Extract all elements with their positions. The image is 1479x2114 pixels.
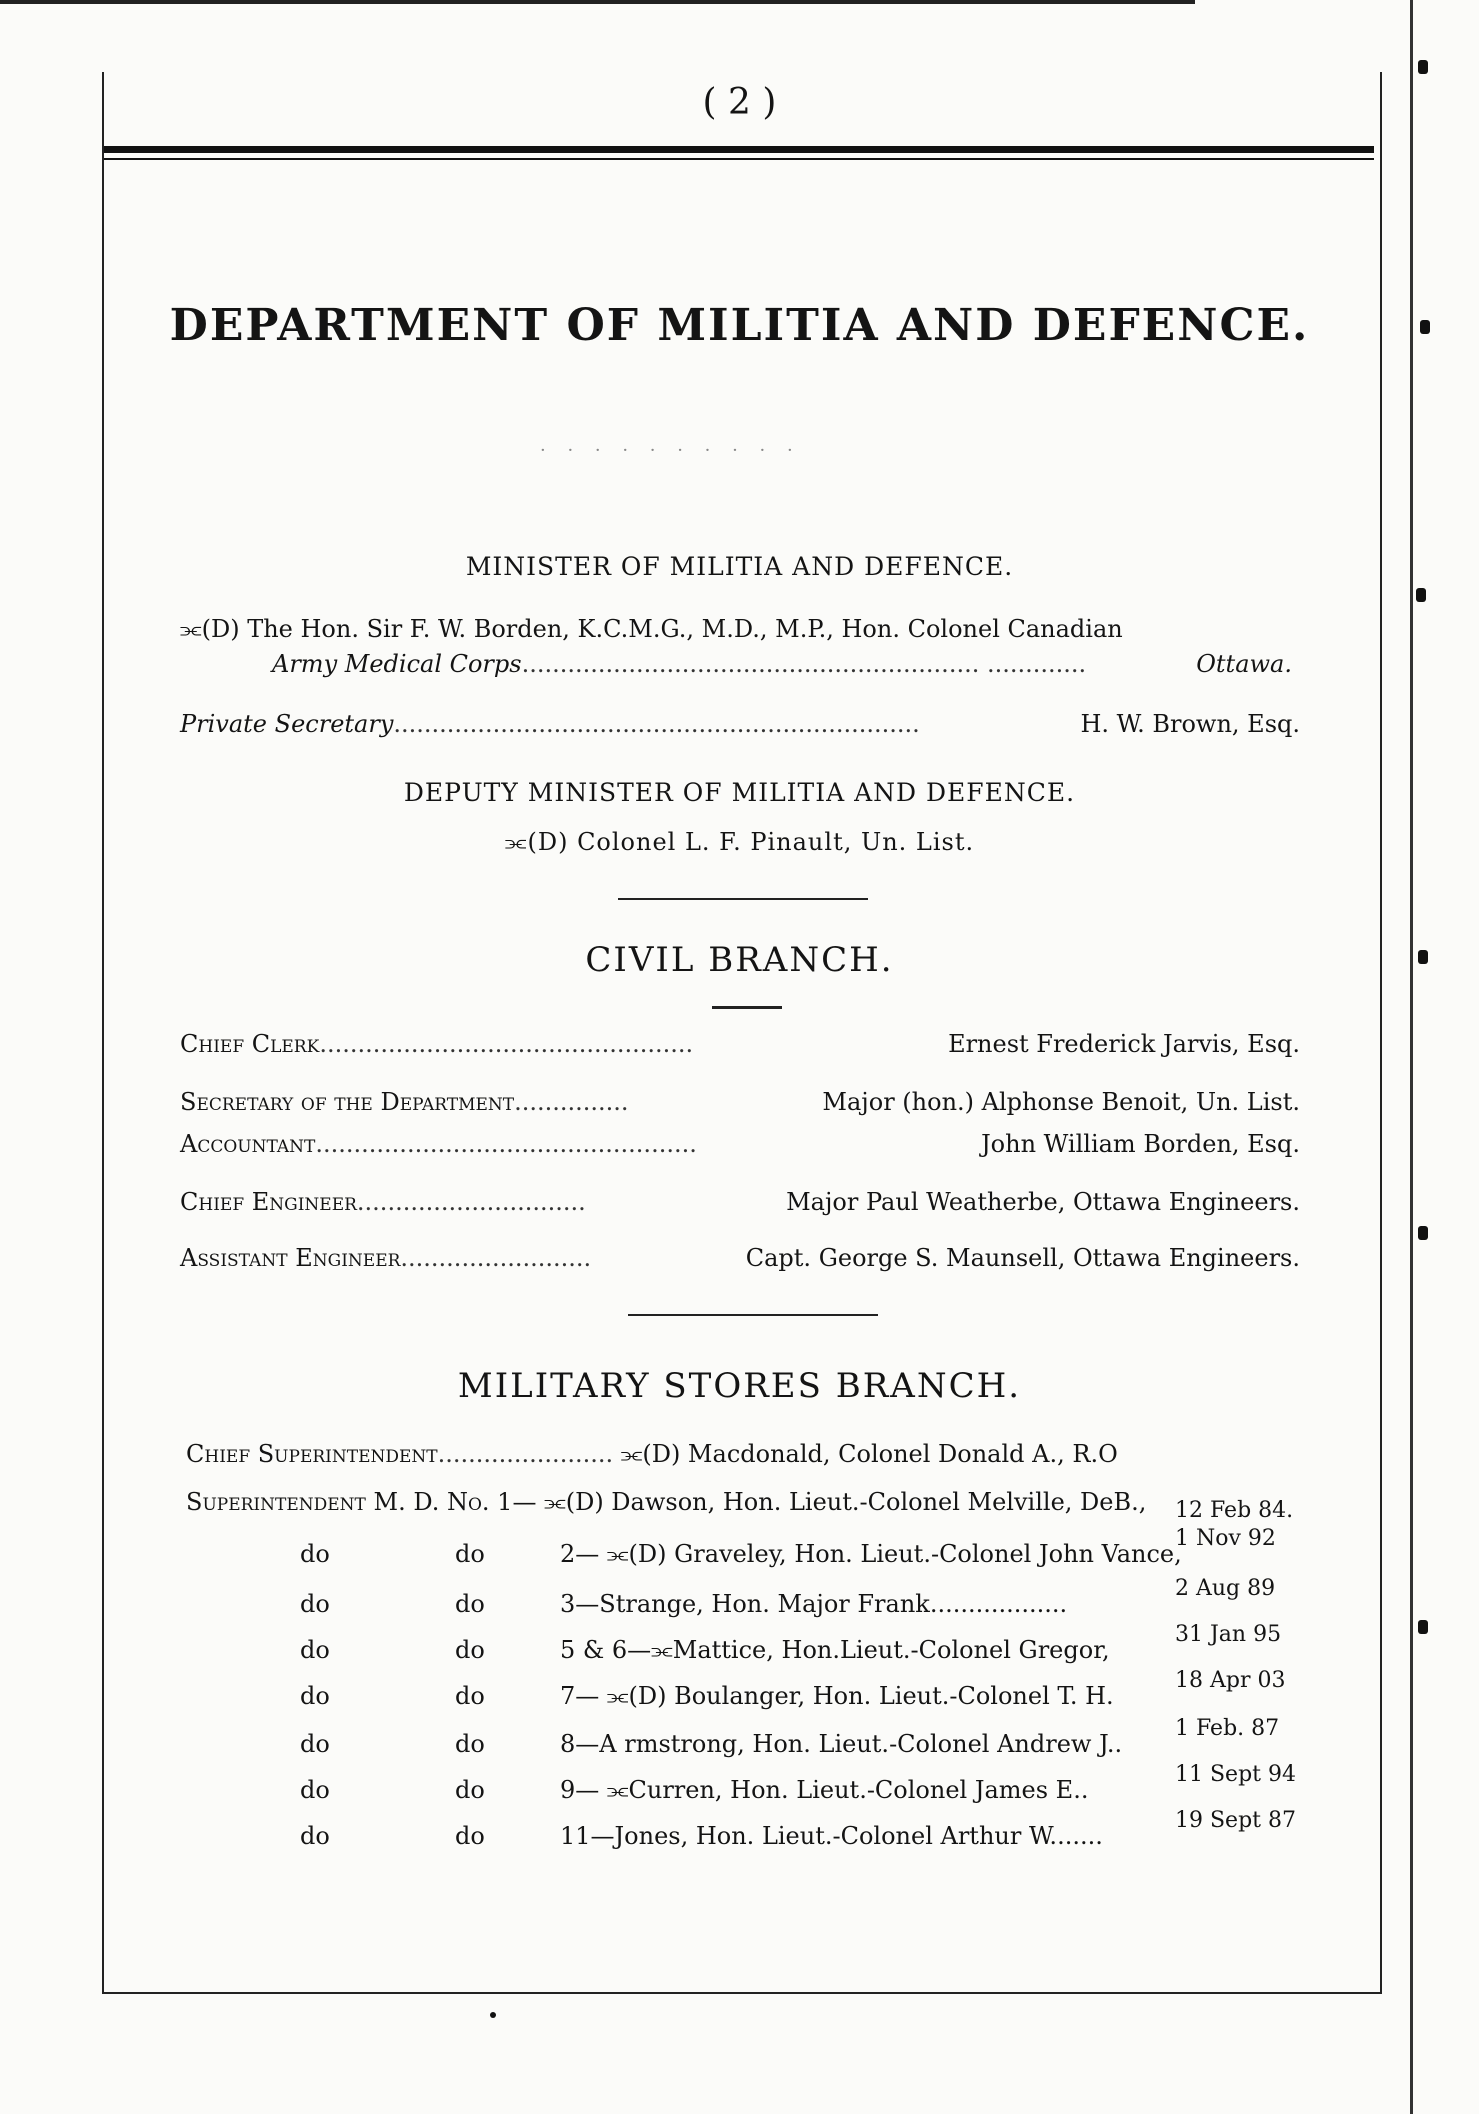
margin-mark [1416,588,1426,602]
minister-line-2: Army Medical Corps............................................................ ............. Ottawa. [272,650,1292,678]
faint-dots: · · · · · · · · · · [540,440,801,461]
page-number: ( 2 ) [702,82,777,123]
secretary-name: H. W. Brown, Esq. [1080,710,1300,738]
page-top-edge [0,0,1195,4]
stores-row-do-1: do [300,1540,330,1568]
stores-row-name: 7— ⫘(D) Boulanger, Hon. Lieut.-Colonel T. H. [560,1682,1114,1710]
civil-value: Capt. George S. Maunsell, Ottawa Engineers. [745,1244,1300,1272]
header-rule [104,146,1374,153]
margin-mark [1418,60,1428,74]
stores-row-date: 19 Sept 87 [1175,1808,1296,1833]
civil-value: John William Borden, Esq. [981,1130,1300,1158]
margin-mark [1418,950,1428,964]
minister-name: ⫘(D) The Hon. Sir F. W. Borden, K.C.M.G., M.D., M.P., Hon. Colonel Canadian [180,615,1123,643]
header-rule-thin [104,158,1374,160]
deputy-name: ⫘(D) Colonel L. F. Pinault, Un. List. [504,828,975,856]
civil-label: Accountant [180,1130,316,1158]
stores-row-do-2: do [455,1682,485,1710]
stores-row-date: 11 Sept 94 [1175,1762,1296,1787]
stores-row-do-2: do [455,1730,485,1758]
stores-row-name: 5 & 6—⫘Mattice, Hon.Lieut.-Colonel Gregor, [560,1636,1110,1664]
stores-chief-value: ⫘(D) Macdonald, Colonel Donald A., R.O [620,1440,1118,1468]
civil-row: Assistant Engineer......................... Capt. George S. Maunsell, Ottawa Engineers. [180,1244,1300,1272]
stores-row-date: 31 Jan 95 [1175,1622,1282,1647]
civil-row: Accountant.................................................. John William Borden, Esq. [180,1130,1300,1158]
page-title: DEPARTMENT OF MILITIA AND DEFENCE. [169,300,1310,351]
stores-row-name: 3—Strange, Hon. Major Frank.................. [560,1590,1068,1618]
stores-row-do-2: do [455,1822,485,1850]
stores-super-row [186,1488,1306,1516]
stores-row-date: 1 Nov 92 [1175,1526,1276,1551]
civil-row: Chief Clerk................................................. Ernest Frederick Jarvis, Esq. [180,1030,1300,1058]
margin-mark [1418,1620,1428,1634]
stores-super-date: 12 Feb 84. [1175,1498,1294,1523]
stores-row-do-1: do [300,1636,330,1664]
minister-location: Ottawa. [1196,650,1292,678]
stores-row-do-2: do [455,1636,485,1664]
civil-value: Ernest Frederick Jarvis, Esq. [948,1030,1300,1058]
stores-row-do-2: do [455,1540,485,1568]
secretary-line: Private Secretary..................................................................... H. W. Brown, Esq. [180,710,1300,738]
stores-row-name: 2— ⫘(D) Graveley, Hon. Lieut.-Colonel John Vance, [560,1540,1182,1568]
section-divider [618,898,868,900]
stores-row-do-1: do [300,1590,330,1618]
stores-row-name: 9— ⫘Curren, Hon. Lieut.-Colonel James E.. [560,1776,1089,1804]
margin-mark [490,2012,496,2018]
civil-value: Major (hon.) Alphonse Benoit, Un. List. [822,1088,1300,1116]
stores-row-date: 2 Aug 89 [1175,1576,1276,1601]
stores-heading: MILITARY STORES BRANCH. [457,1366,1022,1406]
stores-chief-label: Chief Superintendent [186,1440,438,1468]
civil-row: Secretary of the Department............... Major (hon.) Alphonse Benoit, Un. List. [180,1088,1300,1116]
civil-row: Chief Engineer.............................. Major Paul Weatherbe, Ottawa Engineers. [180,1188,1300,1216]
stores-chief-row: Chief Superintendent....................... ⫘(D) Macdonald, Colonel Donald A., R.O [186,1440,1118,1468]
section-divider [628,1314,878,1316]
deputy-heading: DEPUTY MINISTER OF MILITIA AND DEFENCE. [403,778,1076,807]
stores-row-do-1: do [300,1822,330,1850]
stores-row-name: 8—A rmstrong, Hon. Lieut.-Colonel Andrew J.. [560,1730,1123,1758]
stores-row-do-1: do [300,1730,330,1758]
stores-row-do-1: do [300,1776,330,1804]
civil-underline [712,1006,782,1009]
civil-label: Secretary of the Department [180,1088,515,1116]
margin-mark [1420,320,1430,334]
margin-mark [1418,1226,1428,1240]
stores-super-value: ⫘(D) Dawson, Hon. Lieut.-Colonel Melville, DeB., [544,1488,1147,1516]
minister-corps: Army Medical Corps [272,650,522,678]
civil-label: Chief Engineer [180,1188,357,1216]
secretary-label: Private Secretary [180,710,394,738]
stores-row-do-1: do [300,1682,330,1710]
stores-row-do-2: do [455,1776,485,1804]
stores-super-label: Superintendent M. D. No. 1— [186,1488,537,1516]
minister-heading: MINISTER OF MILITIA AND DEFENCE. [465,552,1014,581]
stores-row-date: 1 Feb. 87 [1175,1716,1280,1741]
stores-row-name: 11—Jones, Hon. Lieut.-Colonel Arthur W....... [560,1822,1103,1850]
stores-row-do-2: do [455,1590,485,1618]
civil-value: Major Paul Weatherbe, Ottawa Engineers. [786,1188,1300,1216]
stores-row-date: 18 Apr 03 [1175,1668,1286,1693]
civil-label: Assistant Engineer [180,1244,401,1272]
civil-label: Chief Clerk [180,1030,320,1058]
civil-heading: CIVIL BRANCH. [585,940,894,980]
minister-line [180,615,1300,643]
